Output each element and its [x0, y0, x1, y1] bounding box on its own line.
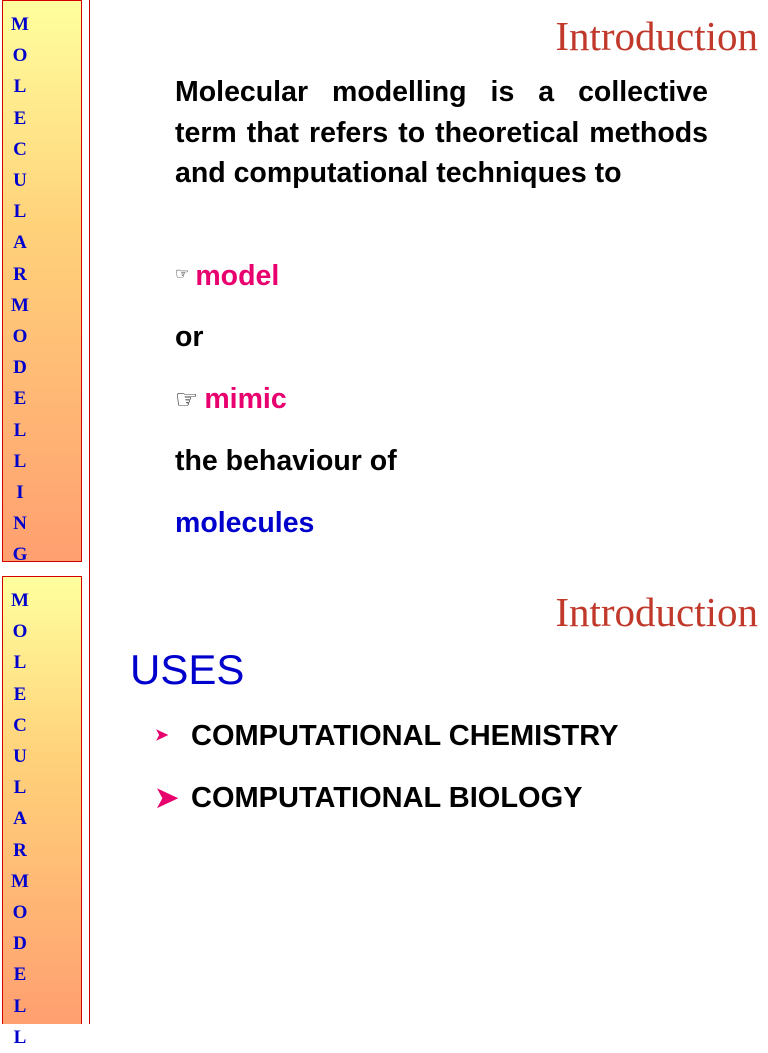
uses-heading: USES	[130, 646, 245, 693]
side-title-letter: C	[13, 138, 27, 160]
side-title-letter: E	[13, 683, 27, 705]
side-title-letter: O	[12, 902, 28, 924]
behaviour-text: the behaviour of	[175, 445, 397, 477]
slide-title: Introduction	[555, 13, 758, 59]
vertical-side-title	[3, 9, 37, 571]
molecules-text: molecules	[175, 507, 315, 539]
bullet-text: COMPUTATIONAL CHEMISTRY	[191, 720, 619, 752]
side-title-letter: U	[13, 170, 27, 192]
side-title-bar	[2, 0, 82, 566]
side-title-letter: M	[11, 14, 29, 35]
side-title-letter: M	[11, 294, 29, 316]
side-title-letter: E	[13, 107, 27, 129]
item-model	[175, 258, 279, 293]
side-title-letter: R	[13, 263, 27, 285]
slide-intro-uses	[0, 576, 768, 1048]
vertical-side-title	[3, 585, 37, 1053]
side-title-bar	[2, 576, 82, 1048]
divider-line	[89, 576, 90, 1024]
side-title-letter: L	[13, 1026, 27, 1048]
side-title-letter: L	[13, 995, 27, 1017]
arrow-bullet-icon: ➤	[155, 782, 179, 813]
item-mimic-text: mimic	[204, 383, 287, 415]
arrow-bullet-icon: ➤	[155, 727, 169, 744]
side-title-letter: L	[13, 777, 27, 799]
side-title-letter: E	[13, 388, 27, 410]
side-title-letter: A	[13, 808, 27, 830]
slide-title: Introduction	[555, 589, 758, 635]
side-title-letter: L	[13, 419, 27, 441]
side-title-letter: G	[12, 544, 28, 566]
item-model-text: model	[195, 260, 280, 292]
side-title-letter: L	[13, 201, 27, 223]
side-title-letter: M	[11, 870, 29, 892]
side-title-letter: E	[13, 964, 27, 986]
side-title-letter: A	[13, 232, 27, 254]
side-title-letter: R	[13, 839, 27, 861]
side-title-letter: D	[13, 933, 27, 955]
side-title-letter: D	[13, 357, 27, 379]
divider-line	[89, 0, 90, 576]
pointing-hand-icon: ☞	[175, 384, 199, 414]
or-text: or	[175, 321, 204, 353]
side-title-letter: U	[13, 746, 27, 768]
side-title-letter: L	[13, 652, 27, 674]
bullet-computational-chemistry	[155, 719, 618, 753]
side-title-letter: O	[12, 621, 28, 643]
side-title-letter: N	[13, 513, 27, 535]
side-title-letter: L	[13, 76, 27, 98]
side-title-letter: L	[13, 450, 27, 472]
bullet-text: COMPUTATIONAL BIOLOGY	[191, 782, 583, 814]
side-title-letter: C	[13, 714, 27, 736]
pointing-hand-icon: ☞	[175, 266, 190, 283]
item-mimic	[175, 382, 287, 416]
side-title-letter: O	[12, 45, 28, 67]
side-title-letter: O	[12, 326, 28, 348]
side-title-letter: I	[16, 482, 24, 504]
side-title-letter: M	[11, 590, 29, 611]
bullet-computational-biology	[155, 781, 583, 815]
definition-paragraph: Molecular modelling is a collective term that refers to theoretical methods and computational techniques to	[175, 76, 708, 189]
